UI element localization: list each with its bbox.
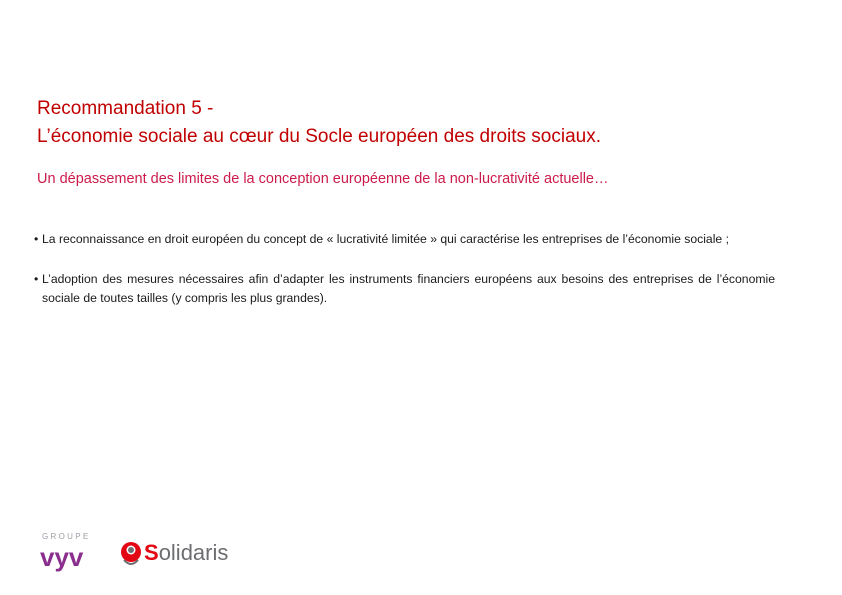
bullet-list [33,230,775,329]
svg-text:vyv: vyv [40,542,84,572]
list-item [33,230,775,250]
title-line-2: L’économie sociale au cœur du Socle européen des droits sociaux. [37,126,601,147]
title-line-1: Recommandation 5 - [37,98,214,119]
bullet-marker: • [34,232,39,246]
page-title [37,95,777,151]
footer-logos [40,530,240,574]
svg-text:Solidaris: Solidaris [144,540,229,565]
bullet-text: La reconnaissance en droit européen du concept de « lucrativité limitée » qui caractérise les entreprises de l’économie sociale ; [42,232,729,246]
bullet-marker: • [34,271,39,286]
subtitle: Un dépassement des limites de la conception européenne de la non-lucrativité actuelle… [37,171,609,187]
groupe-vyv-logo [40,530,100,574]
solidaris-logo [120,538,235,570]
svg-text:GROUPE: GROUPE [42,532,91,541]
bullet-text: L’adoption des mesures nécessaires afin d’adapter les instruments financiers européens aux besoins des entreprises de l’économie sociale de toutes tailles (y compris les plus grandes). [42,271,775,305]
list-item [33,270,775,309]
